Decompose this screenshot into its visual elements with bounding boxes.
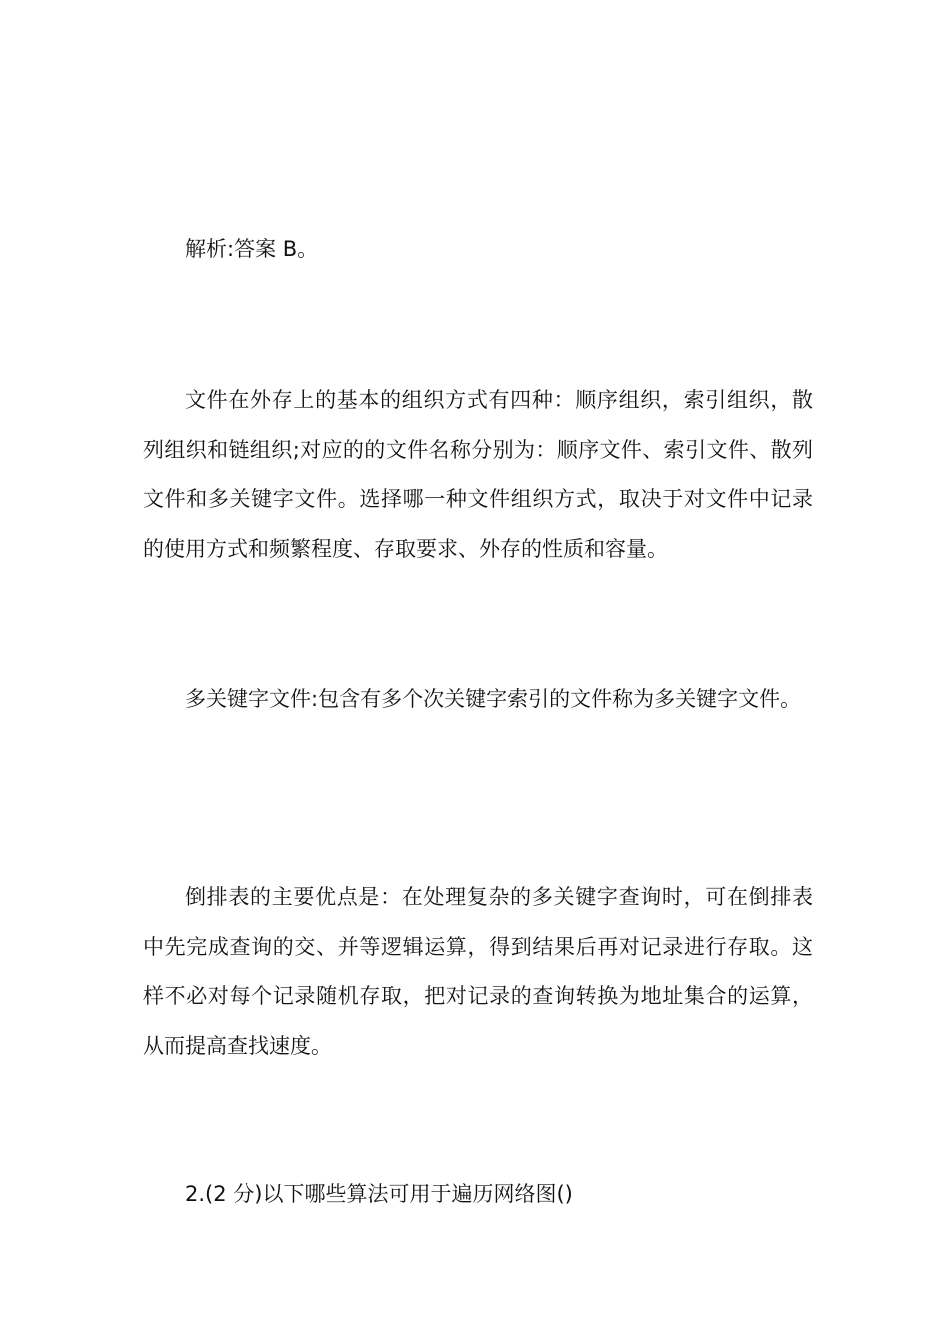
answer-explanation: 解析:答案 B。 (185, 237, 319, 261)
question-2: 2.(2 分)以下哪些算法可用于遍历网络图() (185, 1182, 573, 1206)
file-organization-paragraph: 文件在外存上的基本的组织方式有四种：顺序组织，索引组织，散列组织和链组织;对应的的文件名称分别为：顺序文件、索引文件、散列文件和多关键字文件。选择哪一种文件组织方式，取决于对文件中记录的使用方式和频繁程度、存取要求、外存的性质和容量。 (143, 388, 813, 561)
inverted-table-paragraph: 倒排表的主要优点是：在处理复杂的多关键字查询时，可在倒排表中先完成查询的交、并等逻辑运算，得到结果后再对记录进行存取。这样不必对每个记录随机存取，把对记录的查询转换为地址集合的运算，从而提高查找速度。 (143, 885, 813, 1058)
multikey-file-paragraph: 多关键字文件:包含有多个次关键字索引的文件称为多关键字文件。 (185, 687, 802, 711)
